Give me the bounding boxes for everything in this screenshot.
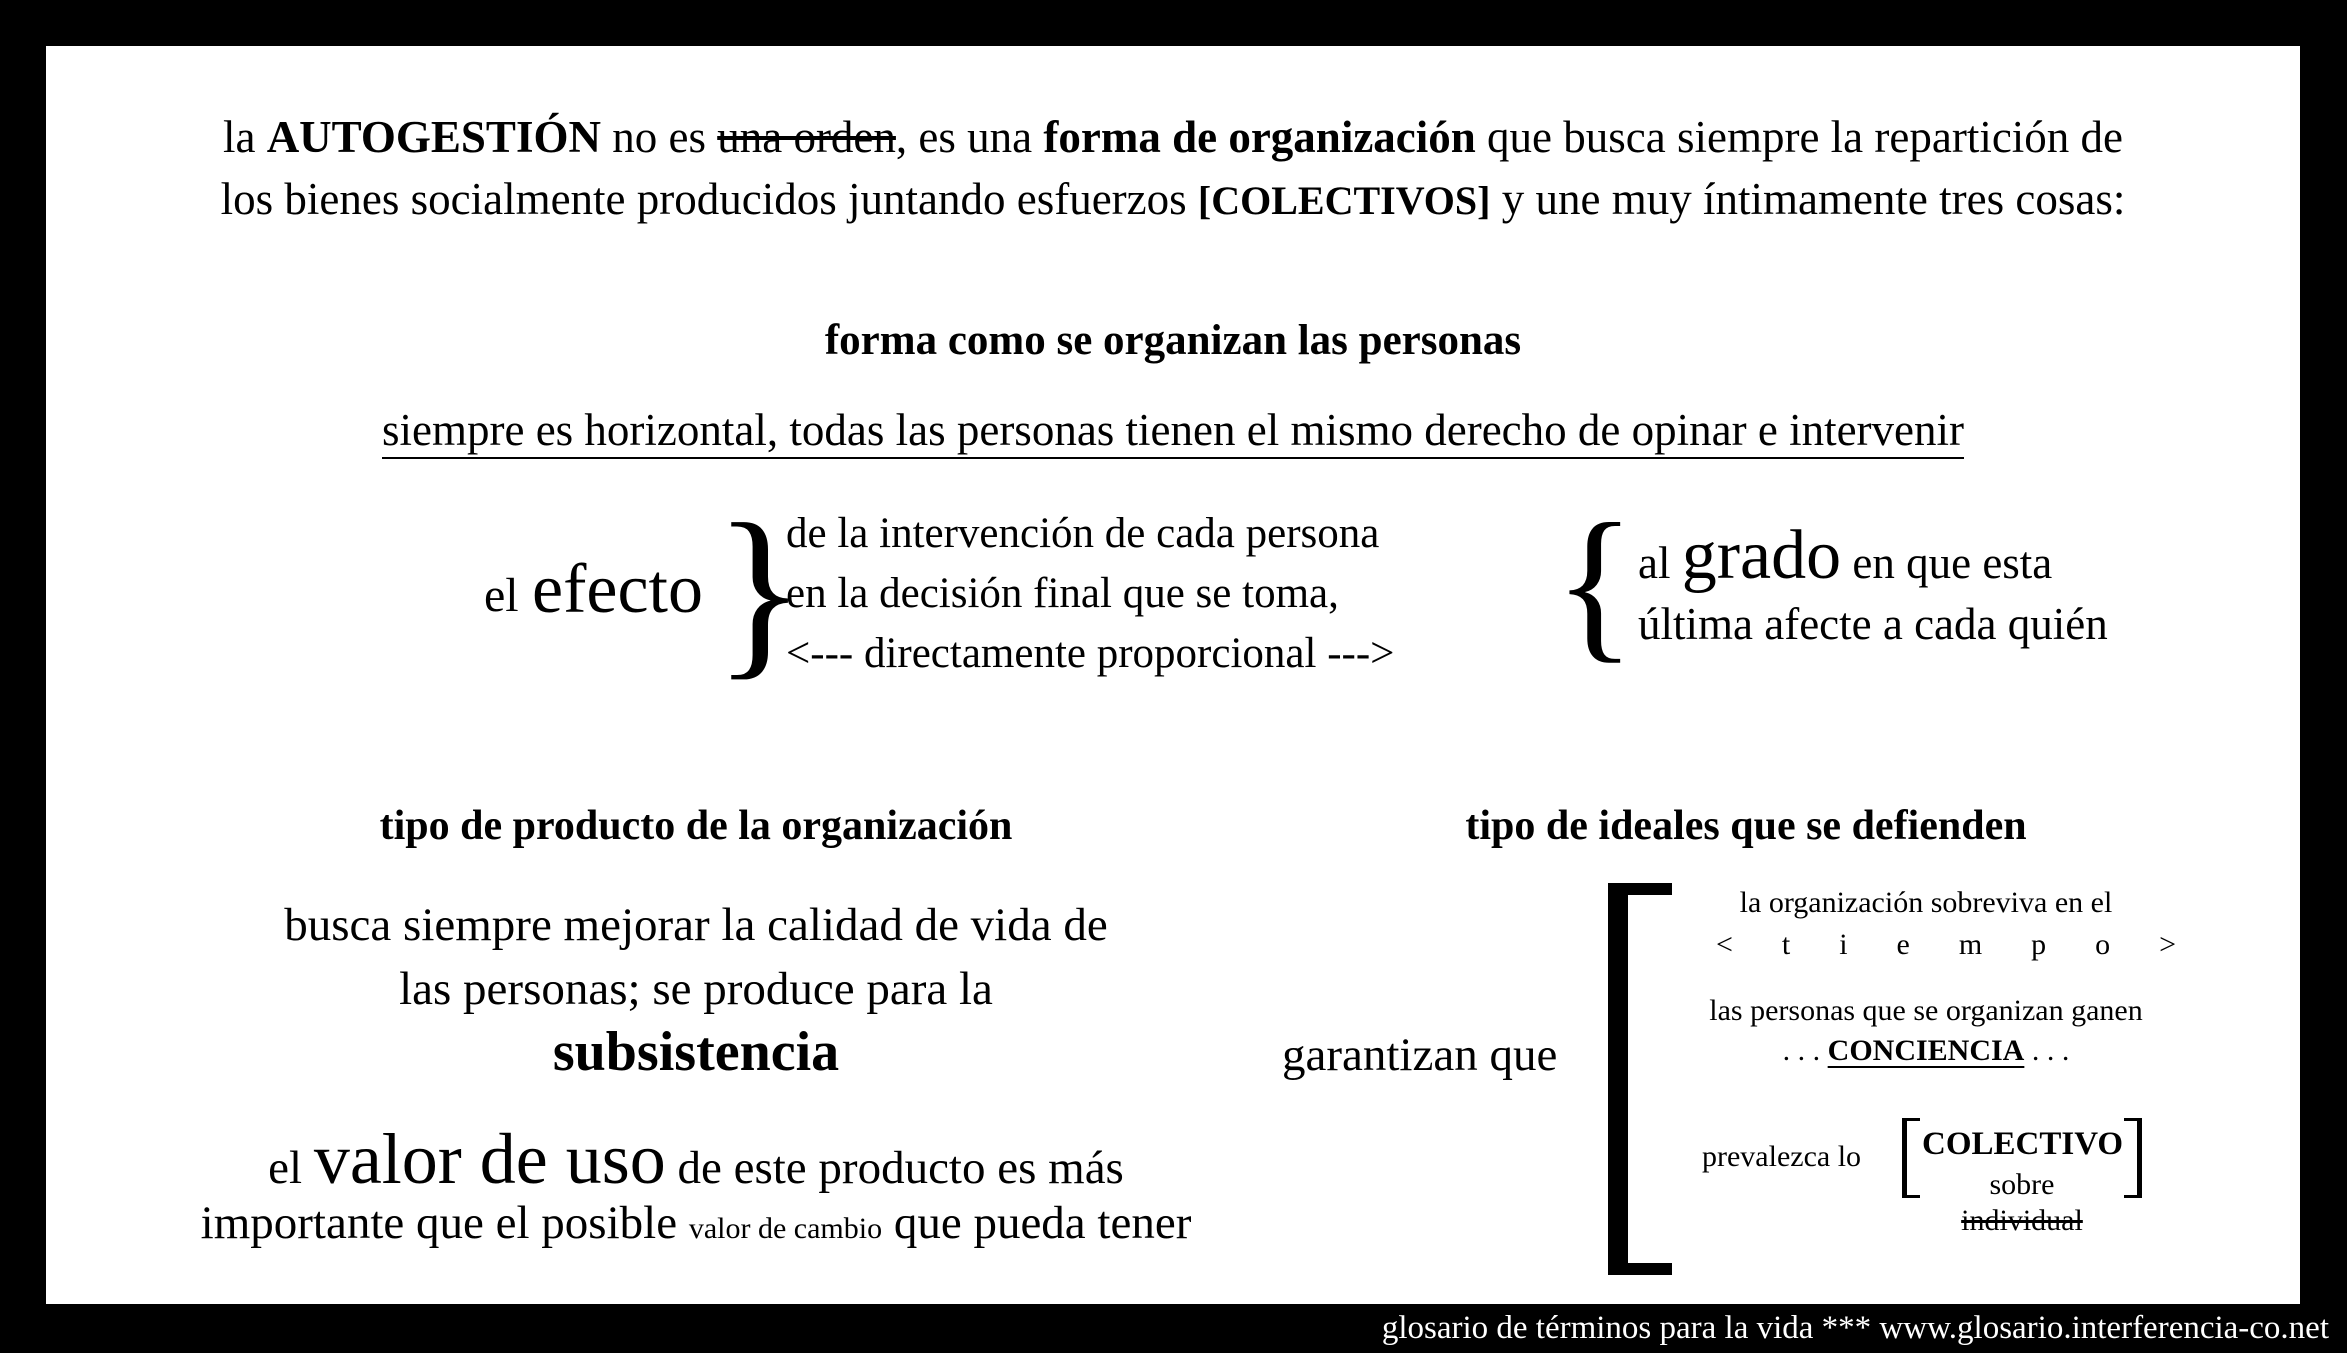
busca-line: busca siempre mejorar la calidad de vida de (284, 899, 1108, 951)
tiempo-spaced (1716, 928, 2176, 962)
intro-text: , es una (895, 112, 1044, 162)
tiempo-letter: p (2031, 928, 2047, 961)
el-word: el (484, 569, 519, 622)
section-title-producto: tipo de producto de la organización (379, 803, 1013, 849)
autogestion-term: AUTOGESTIÓN (266, 112, 601, 162)
al-word: al (1638, 538, 1682, 588)
tiempo-letter: o (2095, 928, 2111, 961)
struck-una-orden: una orden (717, 112, 896, 162)
grado-line (1638, 516, 2052, 596)
proportional-line: de la intervención de cada persona (786, 510, 1380, 557)
garantizan-que: garantizan que (1282, 1029, 1558, 1081)
colectivo-word: COLECTIVO (1922, 1126, 2124, 1162)
tiempo-letter: > (2159, 928, 2176, 961)
tiempo-letter: < (1716, 928, 1733, 961)
proportional-text (786, 504, 1395, 684)
struck-individual: individual (1961, 1204, 2083, 1237)
closing-brace: } (714, 486, 806, 696)
ideal-sobreviva: la organización sobreviva en el (1739, 886, 2113, 919)
tiempo-letter: m (1958, 928, 1983, 961)
intro-text: la (222, 112, 267, 162)
footer-credit: glosario de términos para la vida *** www.glosario.interferencia-co.net (1381, 1310, 2329, 1346)
valor-de-cambio-line (46, 1196, 1346, 1250)
efecto-word: efecto (532, 551, 703, 628)
section-title-organizacion: forma como se organizan las personas (824, 317, 1522, 364)
subsistencia-word: subsistencia (552, 1021, 840, 1083)
opening-brace: { (1554, 489, 1636, 677)
small-bracket-right-icon (2122, 1118, 2146, 1198)
ultima-afecte-line: última afecte a cada quién (1638, 599, 2108, 649)
grado-word: grado (1681, 517, 1842, 594)
valor-text: que pueda tener (882, 1197, 1192, 1249)
colectivos-term: [COLECTIVOS] (1197, 178, 1491, 223)
dots: . . . (2024, 1034, 2070, 1067)
tiempo-letter: i (1839, 928, 1848, 961)
valor-de-cambio-term: valor de cambio (688, 1212, 883, 1245)
tiempo-letter: e (1896, 928, 1910, 961)
dots: . . . (1782, 1034, 1828, 1067)
prevalezca-lo: prevalezca lo (1702, 1140, 1862, 1173)
intro-text: y une muy íntimamente tres cosas: (1490, 174, 2126, 224)
valor-de-uso-line (46, 1118, 1346, 1201)
sobre-word: sobre (1989, 1168, 2055, 1201)
el-word: el (268, 1142, 314, 1194)
big-bracket-icon (1594, 883, 1672, 1275)
section-title-ideales: tipo de ideales que se defienden (1465, 803, 2027, 849)
ideal-conciencia-line: las personas que se organizan ganen (1709, 994, 2143, 1027)
conciencia-word: CONCIENCIA (1827, 1034, 2025, 1067)
forma-de-organizacion: forma de organización (1043, 112, 1476, 162)
busca-line: las personas; se produce para la (399, 963, 993, 1015)
small-bracket-left-icon (1898, 1118, 1922, 1198)
horizontal-text: siempre es horizontal, todas las personas tienen el mismo derecho de opinar e intervenir (382, 405, 1964, 459)
tiempo-letter: t (1781, 928, 1791, 961)
proportional-arrow-line: <--- directamente proporcional ---> (786, 630, 1395, 677)
horizontal-statement (46, 404, 2300, 456)
intro-text: los bienes socialmente producidos juntando esfuerzos (220, 174, 1198, 224)
intro-text: que busca siempre la repartición de (1475, 112, 2124, 162)
valor-text: de este producto es más (665, 1142, 1124, 1194)
en-que-esta: en que esta (1841, 538, 2053, 588)
poster-card (46, 46, 2300, 1304)
intro-text: no es (600, 112, 718, 162)
proportional-line: en la decisión final que se toma, (786, 570, 1339, 617)
valor-de-uso-term: valor de uso (313, 1119, 666, 1199)
conciencia-line (1646, 1034, 2206, 1068)
intro-paragraph (46, 106, 2300, 232)
valor-text: importante que el posible (200, 1197, 689, 1249)
